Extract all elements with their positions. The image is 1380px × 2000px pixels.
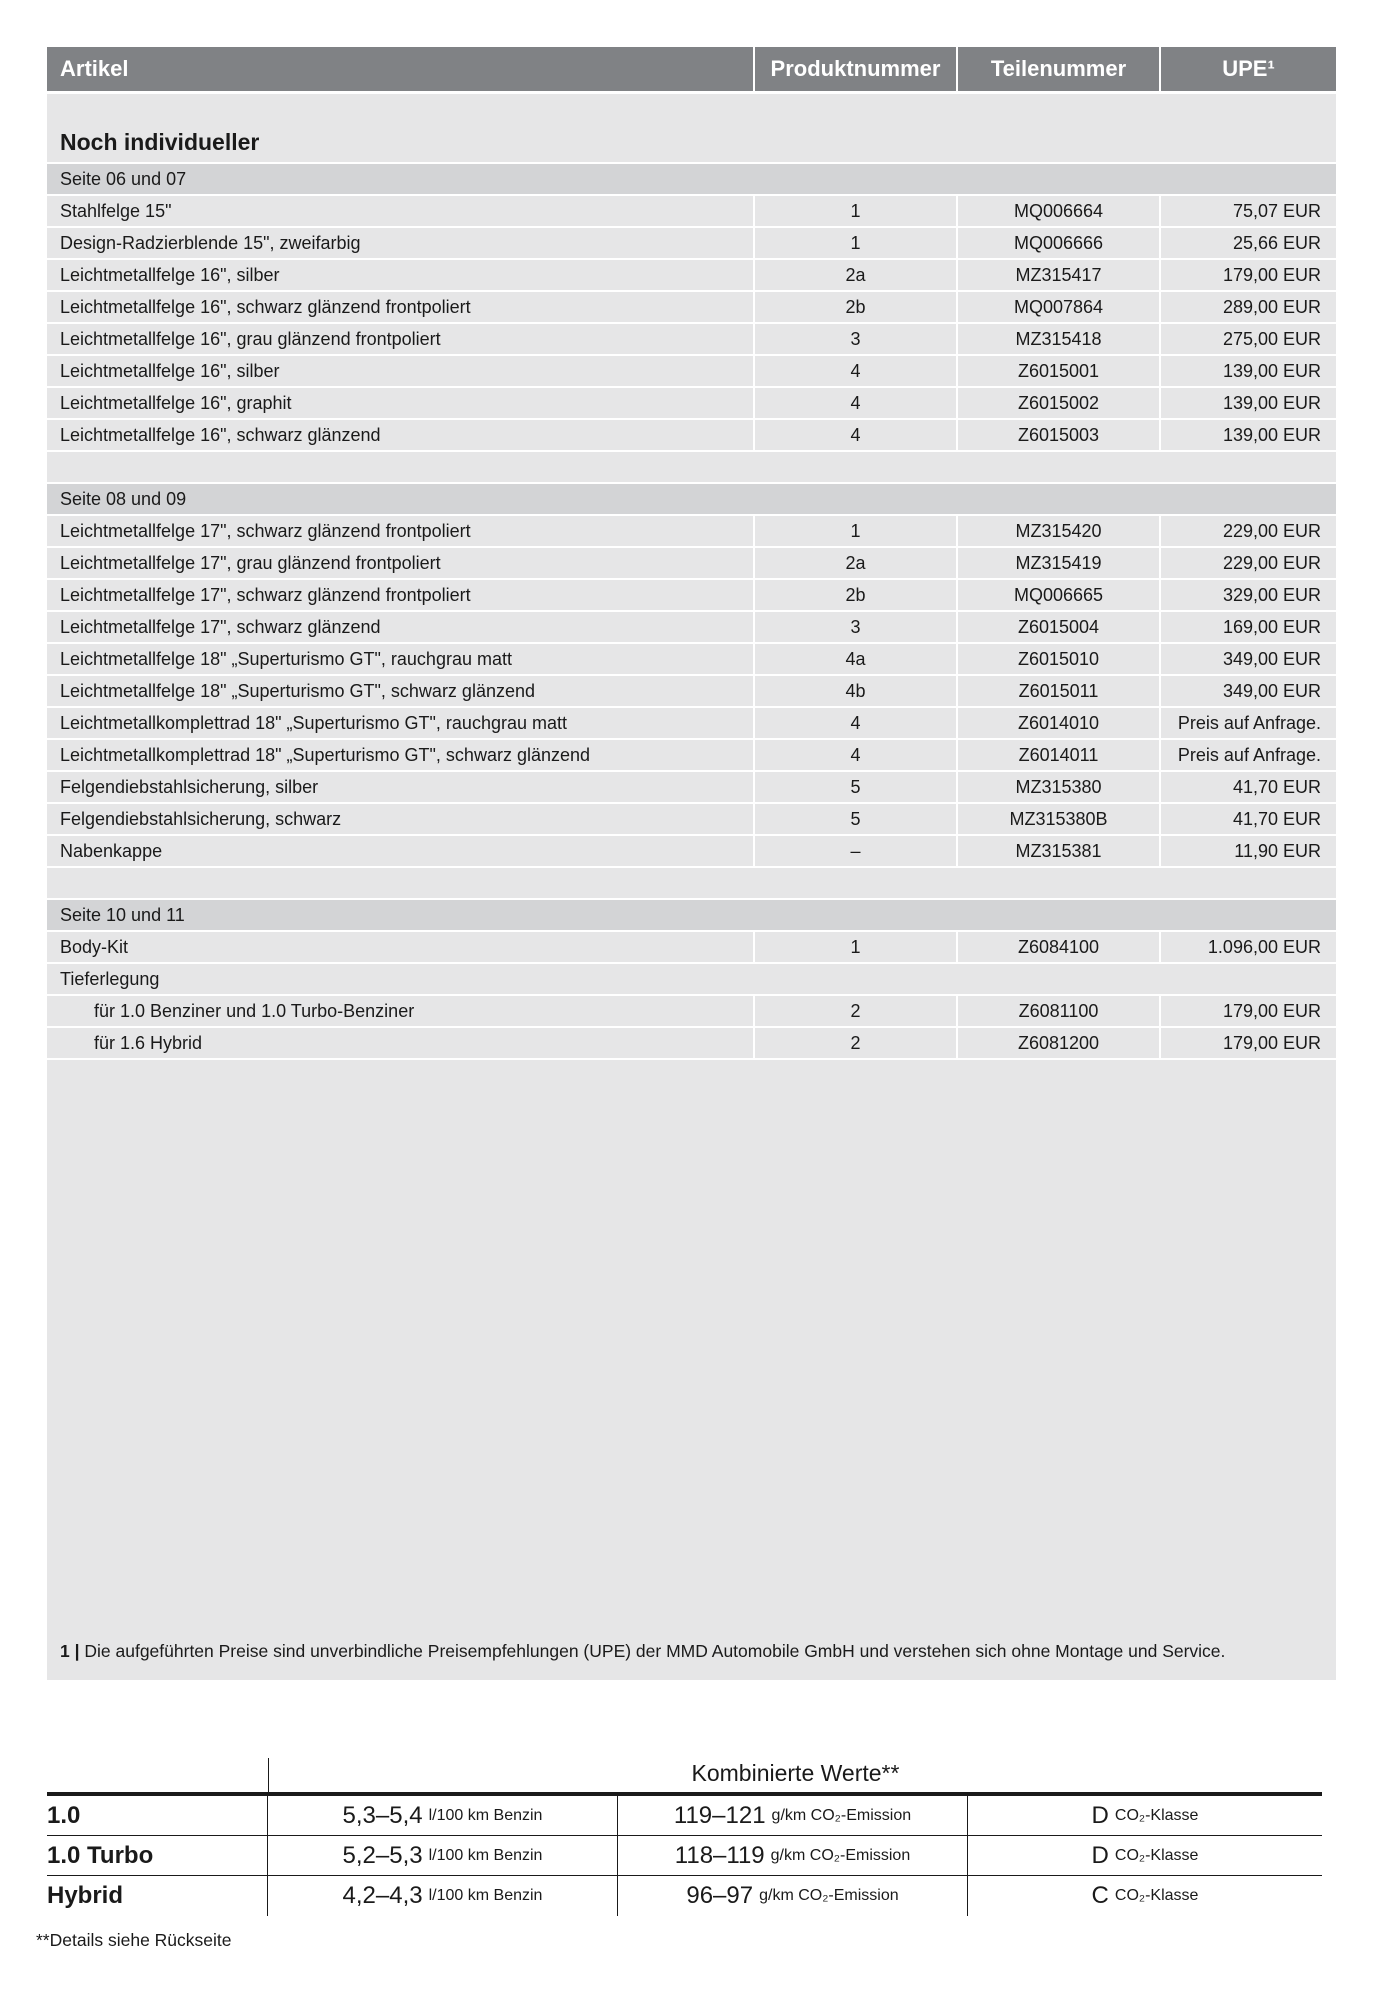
- emissions-row: [47, 1796, 1322, 1836]
- cell-teilenummer: MZ315420: [958, 516, 1161, 546]
- cell-artikel: Body-Kit: [47, 932, 755, 962]
- cell-artikel: Leichtmetallfelge 16", silber: [47, 260, 755, 290]
- accessory-price-table: [47, 47, 1336, 1680]
- emissions-row: [47, 1876, 1322, 1916]
- cell-upe: 275,00 EUR: [1222, 328, 1321, 349]
- consumption-unit: l/100 km Benzin: [428, 1846, 543, 1864]
- cell-upe: 169,00 EUR: [1222, 616, 1321, 637]
- table-row: [47, 804, 1336, 836]
- cell-produktnummer: 1: [755, 516, 958, 546]
- cell-upe: Preis auf Anfrage.: [1177, 712, 1321, 733]
- cell-produktnummer: 3: [755, 324, 958, 354]
- cell-teilenummer: Z6014010: [958, 708, 1161, 738]
- cell-upe: 75,07 EUR: [1232, 200, 1321, 221]
- cell-upe: Preis auf Anfrage.: [1177, 744, 1321, 765]
- cell-upe: 41,70 EUR: [1232, 776, 1321, 797]
- consumption-unit: l/100 km Benzin: [428, 1806, 543, 1824]
- cell-produktnummer: 4a: [755, 644, 958, 674]
- consumption-value: 5,2–5,3: [342, 1841, 423, 1869]
- cell-upe: 349,00 EUR: [1222, 680, 1321, 701]
- cell-artikel: Leichtmetallkomplettrad 18" „Superturismo GT", rauchgrau matt: [47, 708, 755, 738]
- cell-produktnummer: 1: [755, 932, 958, 962]
- cell-produktnummer: 2: [755, 996, 958, 1026]
- consumption-value: 5,3–5,4: [342, 1801, 423, 1829]
- table-row: [47, 644, 1336, 676]
- footnote-text: Die aufgeführten Preise sind unverbindliche Preisempfehlungen (UPE) der MMD Automobile GmbH und verstehen sich ohne Montage und Service.: [84, 1641, 1226, 1661]
- cell-teilenummer: MZ315419: [958, 548, 1161, 578]
- cell-produktnummer: –: [755, 836, 958, 866]
- table-row: [47, 676, 1336, 708]
- cell-teilenummer: MQ007864: [958, 292, 1161, 322]
- consumption-unit: l/100 km Benzin: [428, 1887, 543, 1904]
- table-row: [47, 964, 1336, 996]
- cell-upe: 329,00 EUR: [1222, 584, 1321, 605]
- cell-upe: 349,00 EUR: [1222, 648, 1321, 669]
- co2-unit: g/km CO₂-Emission: [770, 1846, 911, 1864]
- co2-value: 96–97: [686, 1882, 754, 1909]
- co2-cell: [618, 1796, 968, 1835]
- cell-artikel: Leichtmetallfelge 17", grau glänzend frontpoliert: [47, 548, 755, 578]
- cell-produktnummer: 5: [755, 772, 958, 802]
- cell-artikel: Design-Radzierblende 15", zweifarbig: [47, 228, 755, 258]
- co2-value: 119–121: [673, 1801, 766, 1829]
- table-row: [47, 196, 1336, 228]
- cell-produktnummer: 2b: [755, 292, 958, 322]
- table-row: [47, 548, 1336, 580]
- cell-teilenummer: Z6081100: [958, 996, 1161, 1026]
- cell-artikel: Leichtmetallfelge 16", schwarz glänzend: [47, 420, 755, 450]
- section-title: Noch individueller: [47, 94, 1336, 164]
- cell-artikel: für 1.6 Hybrid: [47, 1028, 755, 1058]
- cell-produktnummer: 4b: [755, 676, 958, 706]
- cell-artikel: Leichtmetallfelge 16", silber: [47, 356, 755, 386]
- group-label: Seite 10 und 11: [47, 900, 1336, 932]
- co2-class-value: D: [1091, 1841, 1109, 1869]
- cell-upe: 139,00 EUR: [1222, 424, 1321, 445]
- model-name: 1.0: [47, 1796, 268, 1835]
- cell-upe: 139,00 EUR: [1222, 360, 1321, 381]
- table-row: [47, 612, 1336, 644]
- co2-cell: [618, 1876, 968, 1916]
- cell-upe: 179,00 EUR: [1222, 264, 1321, 285]
- class-cell: [968, 1876, 1322, 1916]
- header-teilenummer: Teilenummer: [958, 47, 1161, 91]
- cell-artikel: Leichtmetallfelge 18" „Superturismo GT", rauchgrau matt: [47, 644, 755, 674]
- cell-teilenummer: MZ315418: [958, 324, 1161, 354]
- co2-class-unit: CO₂-Klasse: [1114, 1846, 1199, 1864]
- cell-produktnummer: 5: [755, 804, 958, 834]
- co2-unit: g/km CO₂-Emission: [771, 1806, 912, 1824]
- co2-cell: [618, 1836, 968, 1875]
- header-produktnummer: Produktnummer: [755, 47, 958, 91]
- cell-artikel: Tieferlegung: [60, 968, 160, 989]
- table-row: [47, 708, 1336, 740]
- header-artikel: Artikel: [47, 47, 755, 91]
- co2-class-unit: CO₂-Klasse: [1114, 1806, 1199, 1824]
- cell-artikel: Leichtmetallfelge 16", schwarz glänzend frontpoliert: [47, 292, 755, 322]
- model-name: 1.0 Turbo: [47, 1836, 268, 1875]
- cell-produktnummer: 4: [755, 740, 958, 770]
- cell-artikel: für 1.0 Benziner und 1.0 Turbo-Benziner: [47, 996, 755, 1026]
- cell-teilenummer: Z6015002: [958, 388, 1161, 418]
- cell-upe: 11,90 EUR: [1234, 840, 1321, 861]
- table-row: [47, 292, 1336, 324]
- cell-upe: 139,00 EUR: [1222, 392, 1321, 413]
- cell-artikel: Stahlfelge 15": [47, 196, 755, 226]
- cell-upe: 179,00 EUR: [1222, 1000, 1321, 1021]
- cell-upe: 41,70 EUR: [1232, 808, 1321, 829]
- emissions-table: [47, 1756, 1322, 1916]
- table-row: [47, 324, 1336, 356]
- cell-produktnummer: 4: [755, 356, 958, 386]
- cell-upe: 229,00 EUR: [1222, 552, 1321, 573]
- table-row: [47, 388, 1336, 420]
- cell-artikel: Leichtmetallfelge 16", grau glänzend frontpoliert: [47, 324, 755, 354]
- consumption-value: 4,2–4,3: [342, 1882, 423, 1909]
- price-footnote: [60, 1641, 1225, 1662]
- table-row: [47, 772, 1336, 804]
- table-row: [47, 932, 1336, 964]
- model-name: Hybrid: [47, 1876, 268, 1916]
- footnote-number: 1 |: [60, 1641, 80, 1661]
- cell-teilenummer: Z6015003: [958, 420, 1161, 450]
- cell-artikel: Leichtmetallfelge 16", graphit: [47, 388, 755, 418]
- cell-produktnummer: 2a: [755, 260, 958, 290]
- cell-artikel: Leichtmetallfelge 17", schwarz glänzend: [47, 612, 755, 642]
- cell-produktnummer: 1: [755, 196, 958, 226]
- emissions-row: [47, 1836, 1322, 1876]
- cell-produktnummer: 4: [755, 420, 958, 450]
- cell-teilenummer: Z6084100: [958, 932, 1161, 962]
- table-row: [47, 516, 1336, 548]
- cell-teilenummer: Z6014011: [958, 740, 1161, 770]
- cell-artikel: Leichtmetallfelge 17", schwarz glänzend frontpoliert: [47, 580, 755, 610]
- cell-artikel: Felgendiebstahlsicherung, silber: [47, 772, 755, 802]
- table-row: [47, 996, 1336, 1028]
- group-label: Seite 06 und 07: [47, 164, 1336, 196]
- cell-produktnummer: 2a: [755, 548, 958, 578]
- table-row: [47, 356, 1336, 388]
- cell-teilenummer: MZ315380B: [958, 804, 1161, 834]
- details-footnote: **Details siehe Rückseite: [36, 1930, 232, 1950]
- cell-upe: 289,00 EUR: [1222, 296, 1321, 317]
- consumption-cell: [268, 1876, 618, 1916]
- cell-produktnummer: 2: [755, 1028, 958, 1058]
- cell-teilenummer: Z6015001: [958, 356, 1161, 386]
- cell-artikel: Leichtmetallfelge 18" „Superturismo GT", schwarz glänzend: [47, 676, 755, 706]
- cell-artikel: Nabenkappe: [47, 836, 755, 866]
- cell-teilenummer: MQ006664: [958, 196, 1161, 226]
- table-row: [47, 740, 1336, 772]
- table-header: [47, 47, 1336, 94]
- cell-artikel: Leichtmetallfelge 17", schwarz glänzend frontpoliert: [47, 516, 755, 546]
- table-row: [47, 836, 1336, 868]
- co2-class-value: D: [1091, 1801, 1109, 1829]
- co2-value: 118–119: [674, 1841, 765, 1869]
- cell-produktnummer: 3: [755, 612, 958, 642]
- co2-class-value: C: [1091, 1882, 1109, 1909]
- cell-upe: 25,66 EUR: [1232, 232, 1321, 253]
- cell-teilenummer: MZ315417: [958, 260, 1161, 290]
- emissions-title: Kombinierte Werte**: [691, 1760, 900, 1786]
- table-row: [47, 260, 1336, 292]
- cell-teilenummer: MQ006666: [958, 228, 1161, 258]
- row-spacer: [47, 452, 1336, 484]
- consumption-cell: [268, 1836, 618, 1875]
- cell-artikel: Felgendiebstahlsicherung, schwarz: [47, 804, 755, 834]
- cell-teilenummer: MZ315380: [958, 772, 1161, 802]
- group-label: Seite 08 und 09: [47, 484, 1336, 516]
- class-cell: [968, 1796, 1322, 1835]
- table-row: [47, 580, 1336, 612]
- consumption-cell: [268, 1796, 618, 1835]
- cell-teilenummer: MZ315381: [958, 836, 1161, 866]
- cell-teilenummer: Z6015004: [958, 612, 1161, 642]
- table-row: [47, 420, 1336, 452]
- table-row: [47, 228, 1336, 260]
- class-cell: [968, 1836, 1322, 1875]
- cell-teilenummer: MQ006665: [958, 580, 1161, 610]
- co2-class-unit: CO₂-Klasse: [1114, 1887, 1199, 1904]
- cell-upe: 179,00 EUR: [1222, 1032, 1321, 1053]
- cell-teilenummer: Z6015010: [958, 644, 1161, 674]
- cell-upe: 229,00 EUR: [1222, 520, 1321, 541]
- cell-produktnummer: 2b: [755, 580, 958, 610]
- table-row: [47, 1028, 1336, 1060]
- row-spacer: [47, 868, 1336, 900]
- cell-teilenummer: Z6015011: [958, 676, 1161, 706]
- emissions-header: [47, 1756, 1322, 1792]
- co2-unit: g/km CO₂-Emission: [759, 1887, 899, 1904]
- cell-produktnummer: 1: [755, 228, 958, 258]
- cell-produktnummer: 4: [755, 388, 958, 418]
- cell-upe: 1.096,00 EUR: [1207, 936, 1321, 957]
- cell-artikel: Leichtmetallkomplettrad 18" „Superturismo GT", schwarz glänzend: [47, 740, 755, 770]
- cell-produktnummer: 4: [755, 708, 958, 738]
- cell-teilenummer: Z6081200: [958, 1028, 1161, 1058]
- header-upe: UPE¹: [1222, 56, 1275, 81]
